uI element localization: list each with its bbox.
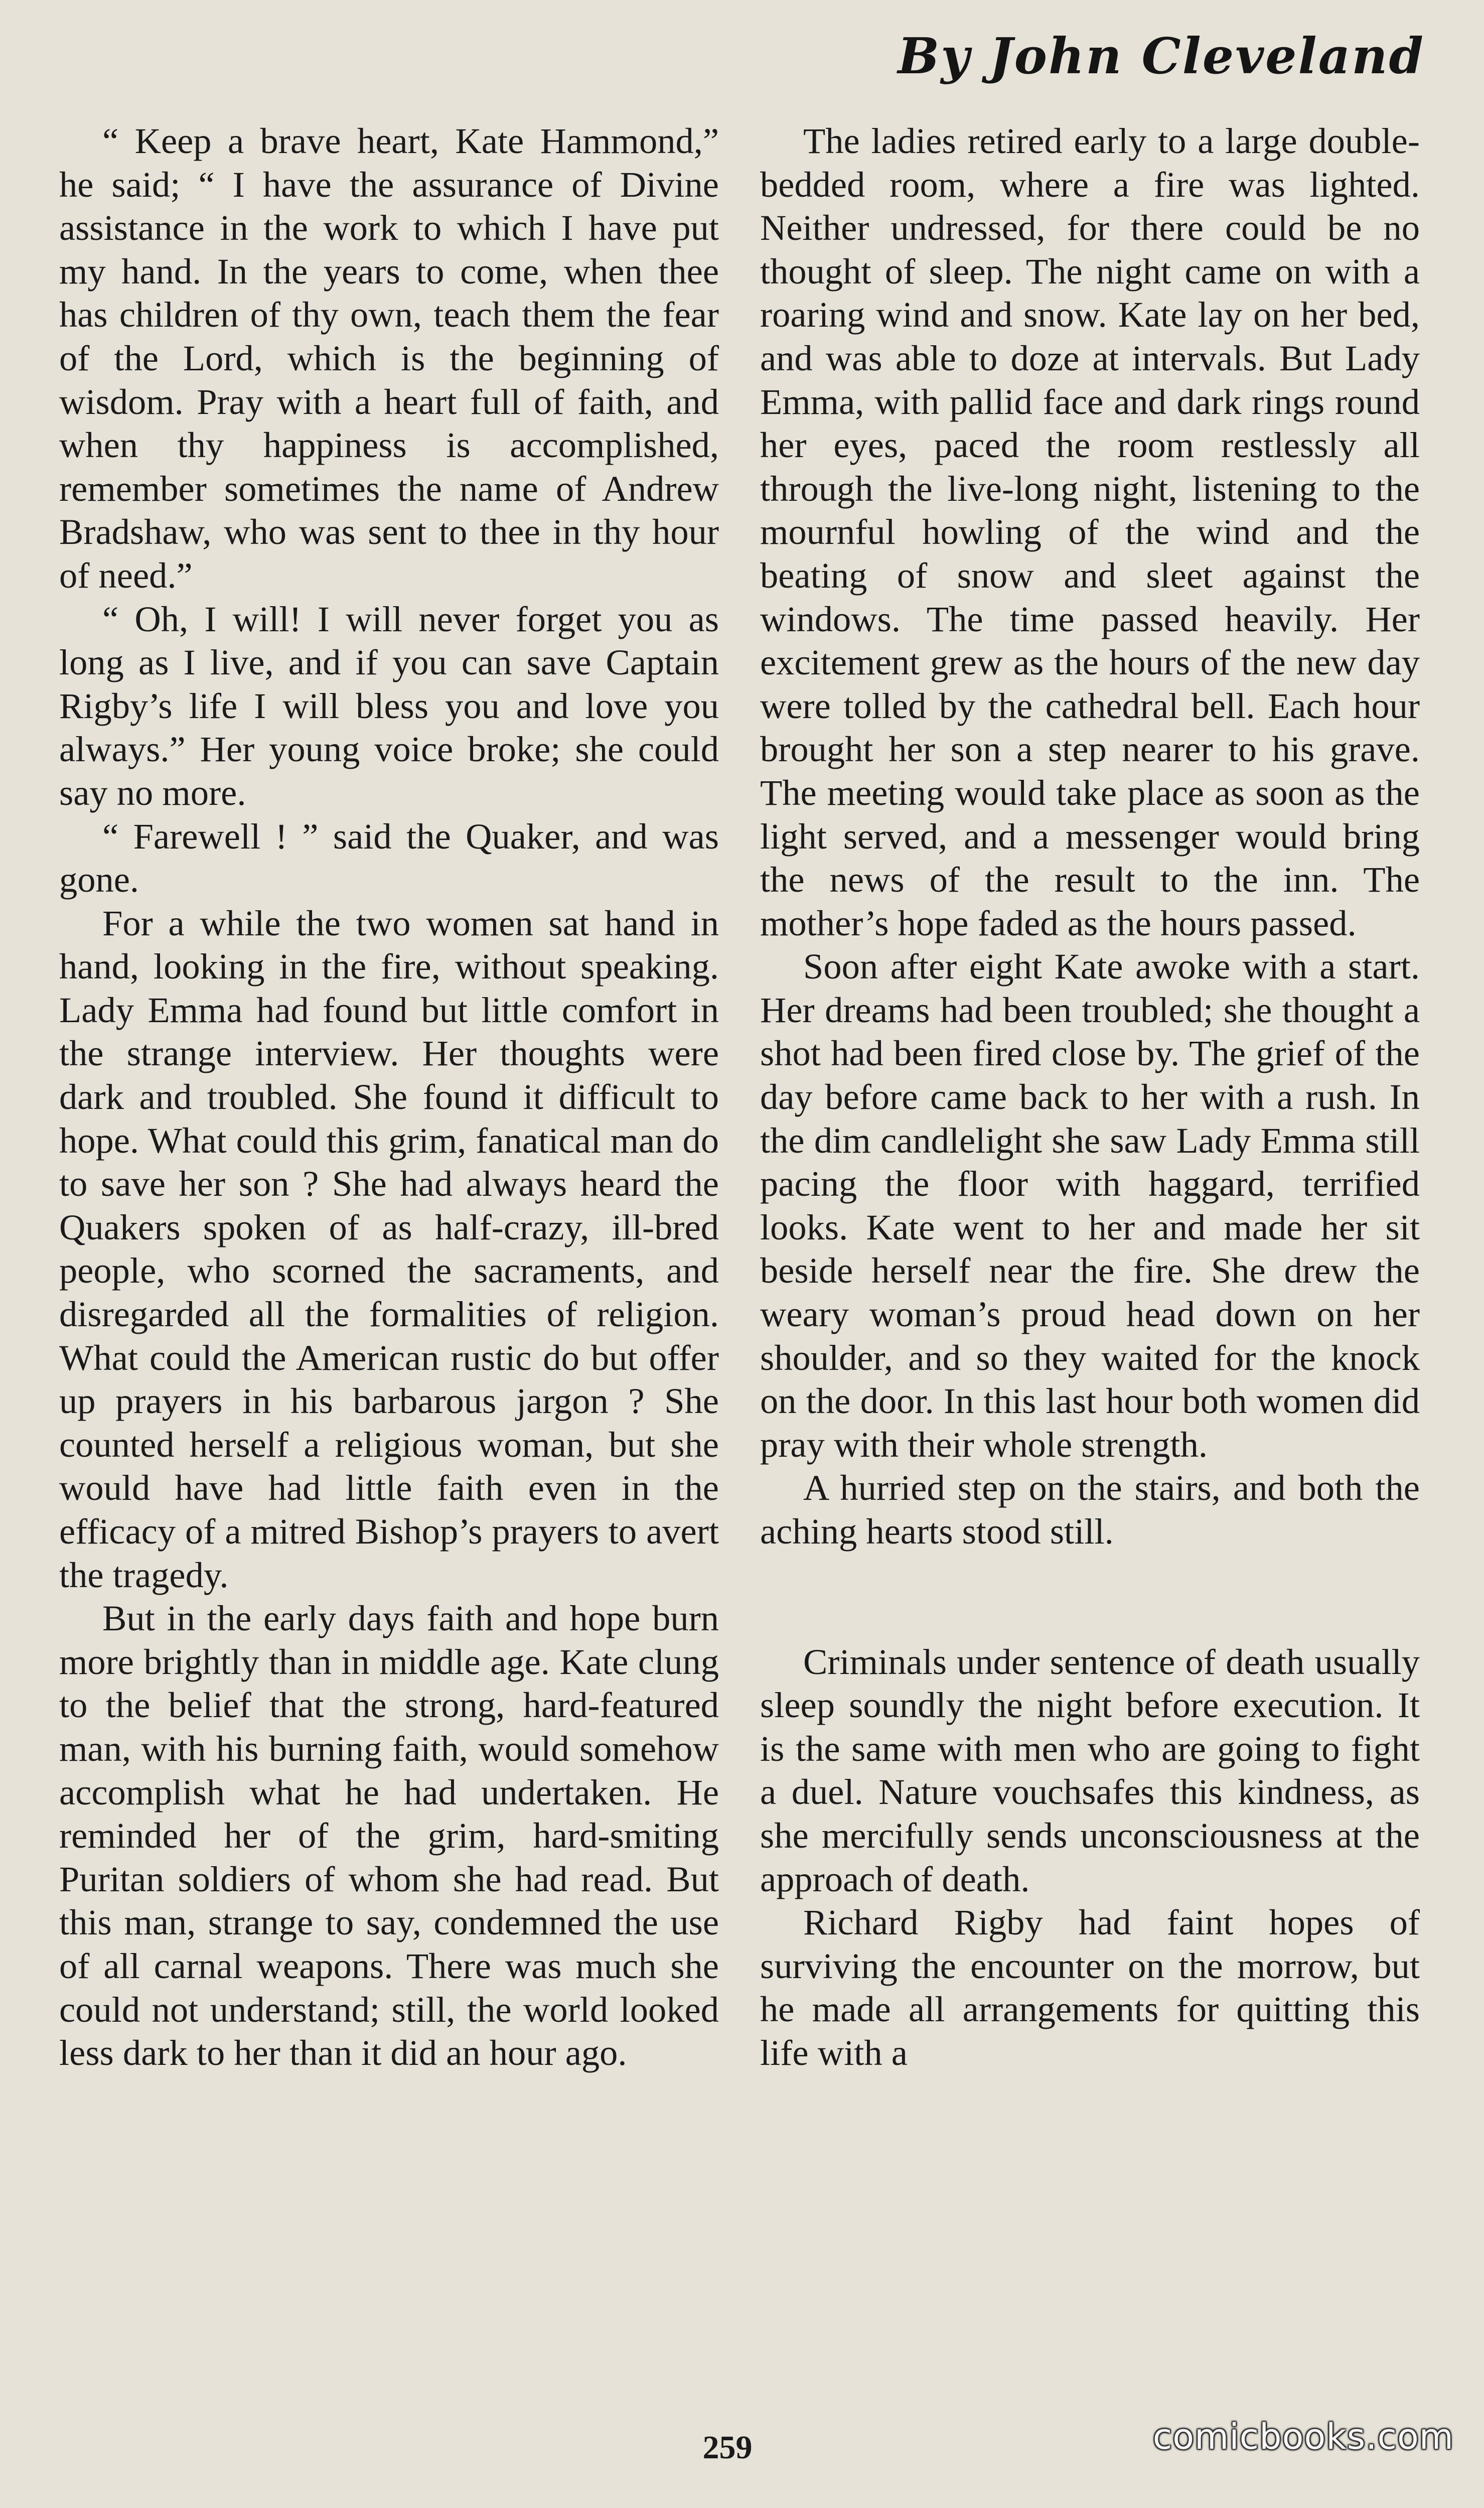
paragraph: The ladies retired early to a large double-bedded room, where a fire was lighted. Neither undressed, for there could be no thought of sleep. The night came on with a roaring wind and snow. Kate lay on her bed, and was able to doze at intervals. But Lady Emma, with pallid face and dark rings round her eyes, paced the room restlessly all through the live-long night, listening to the mournful howling of the wind and the beating of snow and sleet against the windows. The time passed heavily. Her excitement grew as the hours of the new day were tolled by the cathedral bell. Each hour brought her son a step nearer to his grave. The meeting would take place as soon as the light served, and a messenger would bring the news of the result to the inn. The mother’s hope faded as the hours passed. — [760, 120, 1420, 943]
paragraph: “ Keep a brave heart, Kate Hammond,” he said; “ I have the assurance of Divine assistance in the work to which I have put my hand. In the years to come, when thee has children of thy own, teach them the fear of the Lord, which is the beginning of wisdom. Pray with a heart full of faith, and when thy happiness is accomplished, remember sometimes the name of Andrew Bradshaw, who was sent to thee in thy hour of need.” — [59, 120, 719, 596]
paragraph: Criminals under sentence of death usually sleep soundly the night before execution. It is the same with men who are going to fight a duel. Nature vouchsafes this kindness, as she mercifully sends unconsciousness at the approach of death. — [760, 1641, 1420, 1899]
paragraph: “ Oh, I will! I will never forget you as long as I live, and if you can save Captain Rigby’s life I will bless you and love you always.” Her young voice broke; she could say no more. — [59, 598, 719, 813]
page-number: 259 — [702, 2429, 753, 2466]
paragraph: A hurried step on the stairs, and both the aching hearts stood still. — [760, 1467, 1420, 1552]
byline: By John Cleveland — [898, 28, 1425, 85]
paragraph: Soon after eight Kate awoke with a start. Her dreams had been troubled; she thought a shot had been fired close by. The grief of the day before came back to her with a rush. In the dim candlelight she saw Lady Emma still pacing the floor with haggard, terrified looks. Kate went to her and made her sit beside herself near the fire. She drew the weary woman’s proud head down on her shoulder, and so they waited for the knock on the door. In this last hour both women did pray with their whole strength. — [760, 946, 1420, 1465]
right-column — [760, 119, 1420, 2075]
paragraph: But in the early days faith and hope burn more brightly than in middle age. Kate clung to the belief that the strong, hard-featured man, with his burning faith, would somehow accomplish what he had undertaken. He reminded her of the grim, hard-smiting Puritan soldiers of whom she had read. But this man, strange to say, condemned the use of all carnal weapons. There was much she could not understand; still, the world looked less dark to her than it did an hour ago. — [59, 1598, 719, 2073]
paragraph: “ Farewell ! ” said the Quaker, and was gone. — [59, 815, 719, 900]
left-column — [59, 119, 719, 2075]
paragraph: Richard Rigby had faint hopes of surviving the encounter on the morrow, but he made all arrangements for quitting this life with a — [760, 1902, 1420, 2073]
paragraph: For a while the two women sat hand in hand, looking in the fire, without speaking. Lady Emma had found but little comfort in the strange interview. Her thoughts were dark and troubled. She found it difficult to hope. What could this grim, fanatical man do to save her son ? She had always heard the Quakers spoken of as half-crazy, ill-bred people, who scorned the sacraments, and disregarded all the formalities of religion. What could the American rustic do but offer up prayers in his barbarous jargon ? She counted herself a religious woman, but she would have had little faith even in the efficacy of a mitred Bishop’s prayers to avert the tragedy. — [59, 902, 719, 1595]
watermark: comicbooks.com — [1152, 2416, 1454, 2457]
